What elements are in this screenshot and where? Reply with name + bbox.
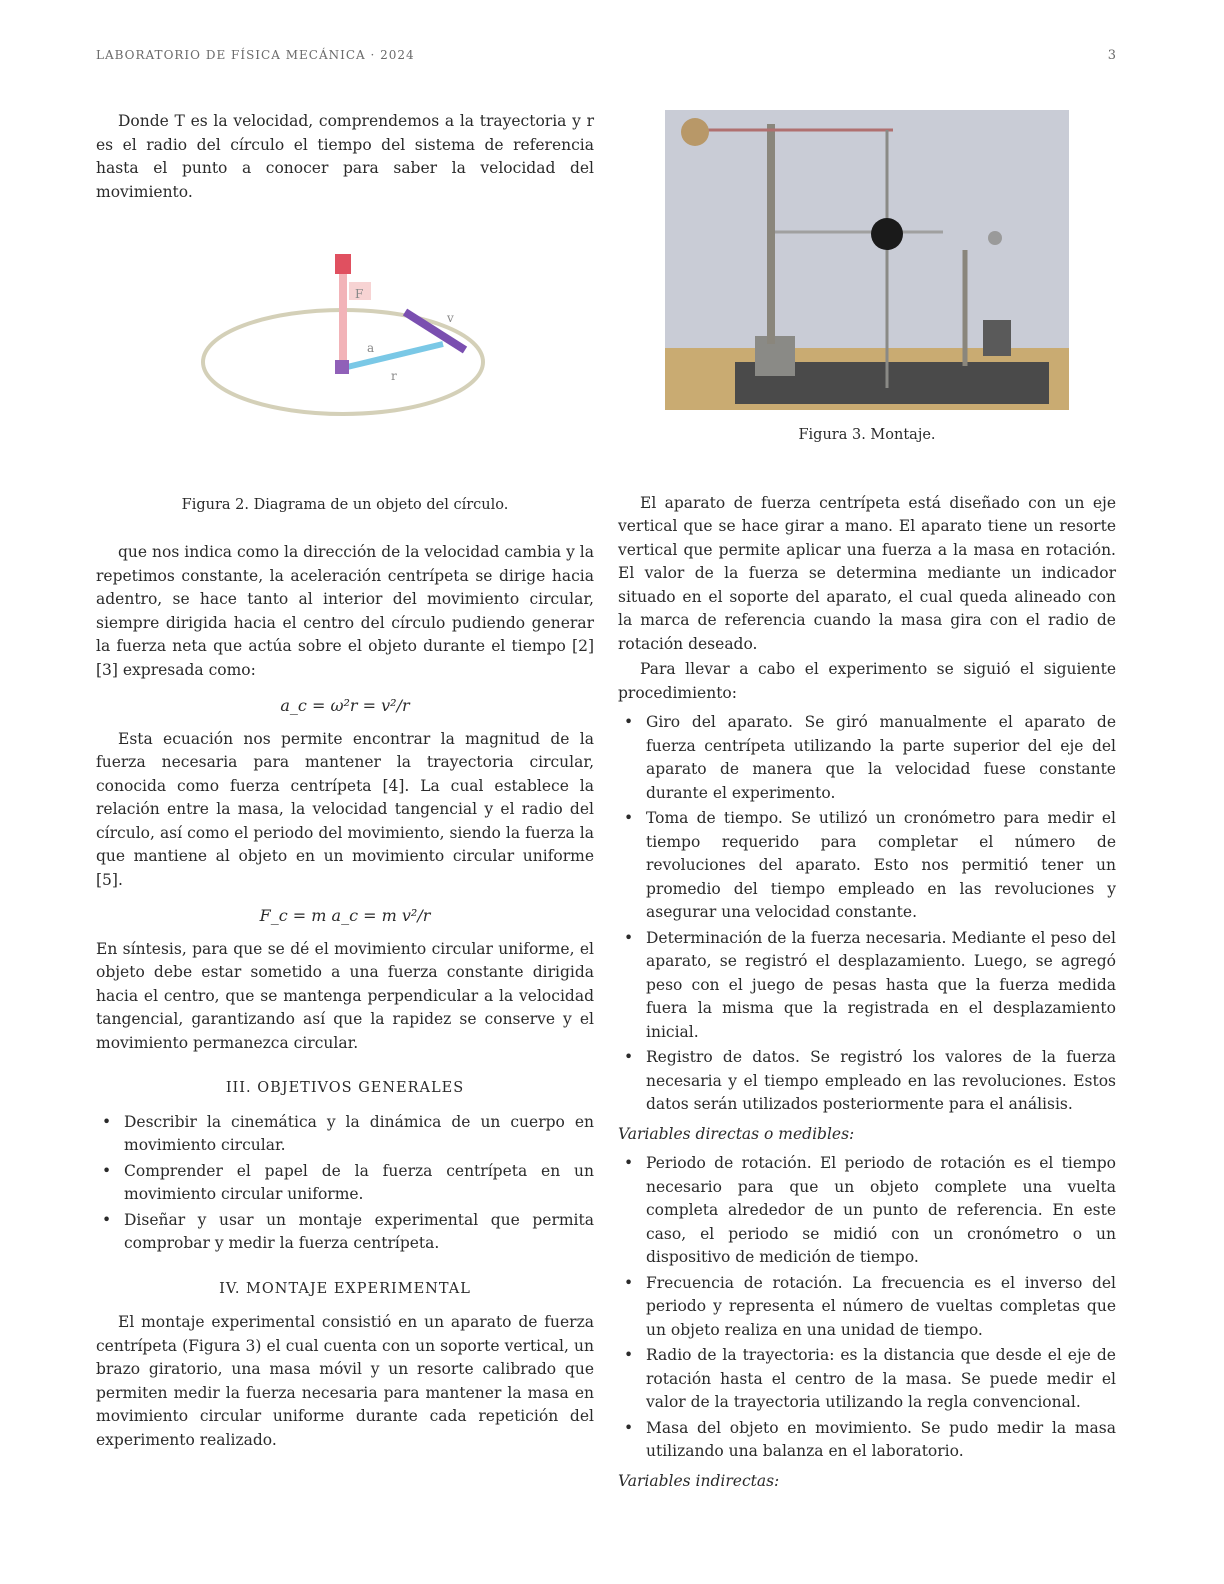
right-paragraph-2: Para llevar a cabo el experimento se siguió el siguiente procedimiento: xyxy=(618,660,1116,702)
list-item: • Periodo de rotación. El periodo de rotación es el tiempo necesario para que un objeto complete una vuelta completa alrededor de un punto de referencia. En este caso, el periodo se midió con un cronómetro o un dispositivo de medición de tiempo. xyxy=(642,1152,1116,1270)
indirect-variables-label: Variables indirectas: xyxy=(618,1471,780,1490)
vertical-vector-head xyxy=(335,254,351,274)
figure-3 xyxy=(618,110,1116,410)
velocity-vector xyxy=(343,344,443,368)
list-item: • Radio de la trayectoria: es la distancia que desde el eje de rotación hasta el centro de la masa. Se puede medir el valor de la trayectoria utilizando la regla convencional. xyxy=(642,1344,1116,1415)
label-F: F xyxy=(355,287,364,301)
right-column xyxy=(618,110,1116,1499)
section-4-paragraph: El montaje experimental consistió en un aparato de fuerza centrípeta (Figura 3) el cual cuenta con un soporte vertical, un brazo giratorio, una masa móvil y un resorte calibrado que permiten medir la fuerza necesaria para mantener la masa en movimiento circular uniforme durante cada repetición del experimento realizado. xyxy=(96,1313,594,1449)
equation-2: F_c = m a_c = m v²/r xyxy=(259,906,431,925)
list-item: • Diseñar y usar un montaje experimental que permita comprobar y medir la fuerza centrípeta. xyxy=(120,1209,594,1256)
objectives-list xyxy=(96,1111,594,1256)
list-item: • Giro del aparato. Se giró manualmente el aparato de fuerza centrípeta utilizando la parte superior del eje del aparato de manera que la velocidad fuese constante durante el experimento. xyxy=(642,711,1116,805)
list-item: • Describir la cinemática y la dinámica de un cuerpo en movimiento circular. xyxy=(120,1111,594,1158)
circular-motion-diagram xyxy=(195,240,495,430)
list-item: • Frecuencia de rotación. La frecuencia es el inverso del periodo y representa el número de vueltas completas que un objeto realiza en una unidad de tiempo. xyxy=(642,1272,1116,1343)
paragraph-after-figure: que nos indica como la dirección de la velocidad cambia y la repetimos constante, la aceleración centrípeta se dirige hacia adentro, se hace tanto al interior del movimiento circular, siempre dirigida hacia el centro del círculo pudiendo generar la fuerza neta que actúa sobre el objeto durante el tiempo [2] [3] expresada como: xyxy=(96,543,594,679)
page-number: 3 xyxy=(1107,48,1116,63)
paragraph-after-eq2: En síntesis, para que se dé el movimiento circular uniforme, el objeto debe estar sometido a una fuerza constante dirigida hacia el centro, que se mantenga perpendicular a la velocidad tangencial, garantizando así que la rapidez se conserve y el movimiento permanezca circular. xyxy=(96,939,594,1052)
direct-variables-label: Variables directas o medibles: xyxy=(618,1124,855,1143)
list-item: • Determinación de la fuerza necesaria. Mediante el peso del aparato, se registró el desplazamiento. Luego, se agregó peso con el juego de pesas hasta que la fuerza medida fuera la misma que la registrada en el desplazamiento inicial. xyxy=(642,927,1116,1045)
direct-variables-list xyxy=(618,1152,1116,1464)
section-4-heading: IV. MONTAJE EXPERIMENTAL xyxy=(219,1280,471,1297)
label-r: r xyxy=(391,369,397,383)
procedure-list xyxy=(618,711,1116,1117)
list-item: • Masa del objeto en movimiento. Se pudo medir la masa utilizando una balanza en el laboratorio. xyxy=(642,1417,1116,1464)
running-head: LABORATORIO DE FÍSICA MECÁNICA · 2024 xyxy=(96,48,415,62)
equation-1: a_c = ω²r = v²/r xyxy=(280,696,410,715)
figure-3-caption: Figura 3. Montaje. xyxy=(798,427,936,443)
right-paragraph-1: El aparato de fuerza centrípeta está diseñado con un eje vertical que se hace girar a mano. El aparato tiene un resorte vertical que permite aplicar una fuerza a la masa en rotación. El valor de la fuerza se determina mediante un indicador situado en el soporte del aparato, el cual queda alineado con la marca de referencia cuando la masa gira con el radio de rotación deseado. xyxy=(618,493,1116,653)
label-v: v xyxy=(447,311,454,325)
figure-2 xyxy=(96,240,594,438)
mass-point xyxy=(335,360,349,374)
left-column xyxy=(96,110,594,1452)
apparatus-photo xyxy=(665,110,1069,410)
list-item: • Toma de tiempo. Se utilizó un cronómetro para medir el tiempo requerido para completar el número de revoluciones del aparato. Esto nos permitió tener un promedio del tiempo empleado en las revoluciones y asegurar una velocidad constante. xyxy=(642,807,1116,925)
list-item: • Registro de datos. Se registró los valores de la fuerza necesaria y el tiempo empleado en las revoluciones. Estos datos serán utilizados posteriormente para el análisis. xyxy=(642,1046,1116,1117)
figure-2-caption: Figura 2. Diagrama de un objeto del círculo. xyxy=(181,496,509,513)
list-item: • Comprender el papel de la fuerza centrípeta en un movimiento circular uniforme. xyxy=(120,1160,594,1207)
paragraph-after-eq1: Esta ecuación nos permite encontrar la magnitud de la fuerza necesaria para mantener la trayectoria circular, conocida como fuerza centrípeta [4]. La cual establece la relación entre la masa, la velocidad tangencial y el radio del círculo, así como el periodo del movimiento, siendo la fuerza la que mantiene al objeto en un movimiento circular uniforme [5]. xyxy=(96,729,594,889)
label-a: a xyxy=(367,341,375,355)
intro-paragraph: Donde T es la velocidad, comprendemos a la trayectoria y r es el radio del círculo el tiempo del sistema de referencia hasta el punto a conocer para saber la velocidad del movimiento. xyxy=(96,112,594,201)
section-3-heading: III. OBJETIVOS GENERALES xyxy=(225,1080,465,1096)
